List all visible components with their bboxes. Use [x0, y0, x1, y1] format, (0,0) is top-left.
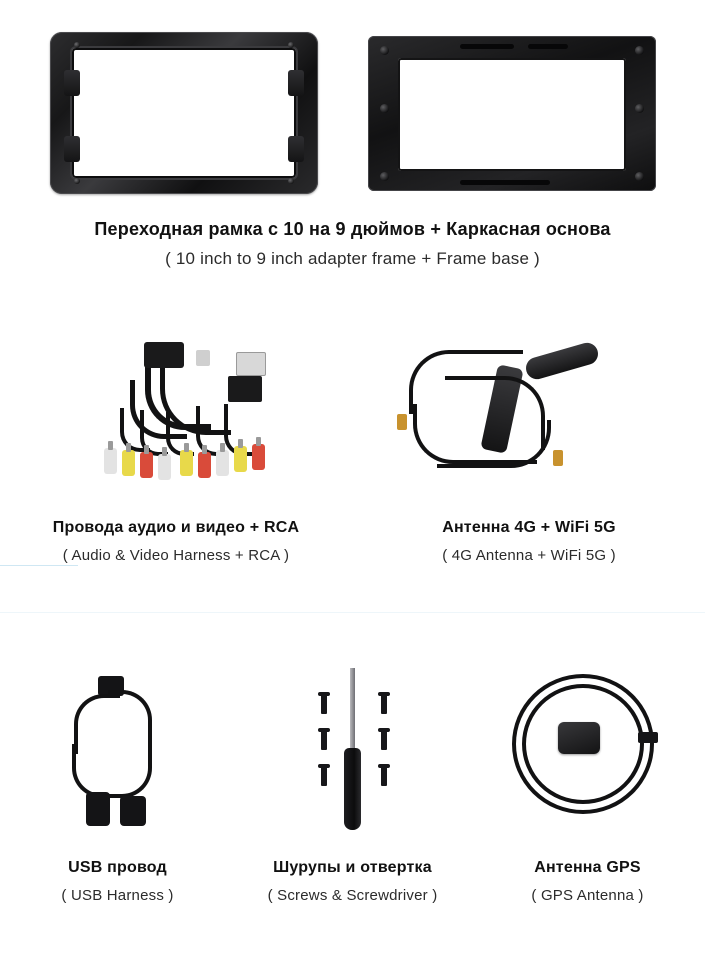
caption-en: ( Audio & Video Harness + RCA ) [62, 546, 290, 564]
screw-hole-icon [74, 42, 80, 48]
caption-en: ( 10 inch to 9 inch adapter frame + Frame base ) [165, 249, 540, 269]
antenna-body [523, 340, 600, 382]
cable [110, 746, 152, 798]
screw [321, 692, 327, 714]
edge-hairline [0, 612, 705, 613]
rca-connector [252, 444, 265, 470]
frame-tab [64, 70, 80, 96]
caption-en: ( GPS Antenna ) [531, 886, 644, 904]
vent-slot [528, 44, 568, 49]
screwdriver-shaft [350, 668, 355, 750]
frame-base-icon [368, 36, 656, 191]
cable [437, 420, 551, 468]
vent-slot [460, 44, 514, 49]
caption-screws-screwdriver [235, 858, 470, 907]
item-usb-harness [0, 640, 235, 970]
sma-connector [553, 450, 563, 466]
screw [321, 764, 327, 786]
gps-antenna-icon [470, 650, 705, 840]
caption-ru: Провода аудио и видео + RCA [52, 519, 300, 536]
connector-plug-white [196, 350, 210, 366]
caption-audio-video-harness [0, 518, 352, 567]
screw-hole-icon [74, 178, 80, 184]
screw-hole-icon [380, 104, 389, 113]
caption-en: ( 4G Antenna + WiFi 5G ) [442, 546, 616, 564]
frame-tab [288, 70, 304, 96]
caption-ru: Антенна 4G + WiFi 5G [442, 519, 616, 536]
rca-connector [104, 448, 117, 474]
screw [381, 764, 387, 786]
sma-connector [397, 414, 407, 430]
caption-adapter-frame [0, 218, 705, 272]
item-gps-antenna [470, 640, 705, 970]
connector-plug [144, 342, 184, 368]
rca-connector [180, 450, 193, 476]
usb-connector [86, 792, 110, 826]
caption-antenna-4g-wifi [353, 518, 705, 567]
screwdriver-handle [344, 748, 361, 830]
frame-tab [288, 136, 304, 162]
screw-hole-icon [288, 178, 294, 184]
rca-connector [140, 452, 153, 478]
rca-connector [216, 450, 229, 476]
screw-hole-icon [635, 104, 644, 113]
rca-connector [234, 446, 247, 472]
item-antenna-4g-wifi [353, 318, 705, 608]
screw-hole-icon [380, 172, 389, 181]
screw-hole-icon [380, 46, 389, 55]
caption-ru: Антенна GPS [534, 859, 641, 876]
screw-hole-icon [288, 42, 294, 48]
frame-tab [64, 136, 80, 162]
caption-gps-antenna [470, 858, 705, 907]
usb-connector [120, 796, 146, 826]
wiring-harness-icon [0, 328, 352, 508]
screw-hole-icon [635, 46, 644, 55]
gps-puck [558, 722, 600, 754]
vent-slot [460, 180, 550, 185]
screw-hole-icon [635, 172, 644, 181]
screw [321, 728, 327, 750]
rca-connector [122, 450, 135, 476]
edge-hairline [0, 565, 78, 566]
caption-en: ( Screws & Screwdriver ) [267, 886, 438, 904]
item-screws-screwdriver [235, 640, 470, 970]
item-adapter-frame [0, 0, 705, 300]
gps-connector [638, 732, 658, 743]
frame-images-row [0, 28, 705, 200]
rca-connector [158, 454, 171, 480]
rca-connector [198, 452, 211, 478]
caption-en: ( USB Harness ) [61, 886, 174, 904]
screwdriver-icon [235, 650, 470, 840]
screw [381, 692, 387, 714]
caption-ru: USB провод [68, 859, 167, 876]
section-usb-screws-gps [0, 640, 705, 970]
car-radio-frame-icon [50, 32, 318, 194]
section-harness-antenna [0, 318, 705, 608]
screw [381, 728, 387, 750]
caption-usb-harness [0, 858, 235, 907]
caption-ru: Шурупы и отвертка [273, 859, 432, 876]
usb-cable-icon [0, 650, 235, 840]
connector-plug [228, 376, 262, 402]
caption-ru: Переходная рамка с 10 на 9 дюймов + Каркасная основа [94, 219, 611, 239]
antenna-icon [353, 328, 705, 508]
connector-plug-white [236, 352, 266, 376]
